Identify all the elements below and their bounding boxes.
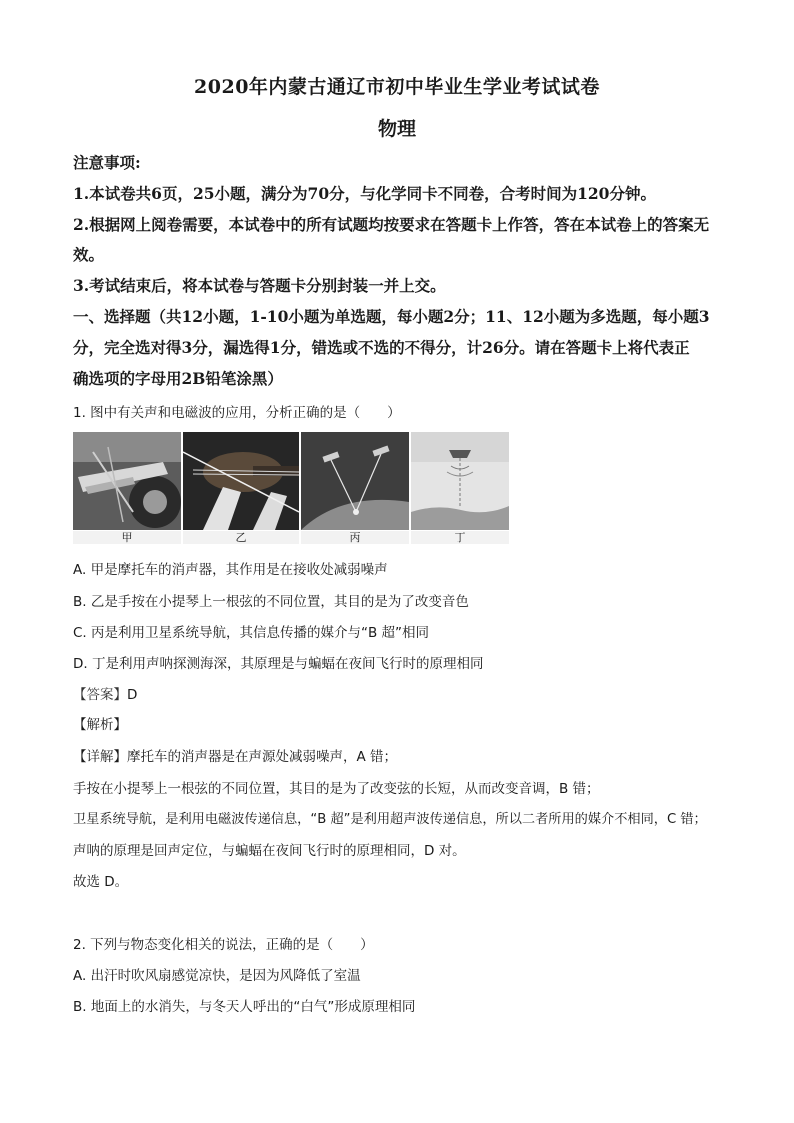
note-item-2: 2.根据网上阅卷需要，本试卷中的所有试题均按要求在答题卡上作答，答在本试卷上的答案无 <box>73 215 710 234</box>
motorcycle-muffler-photo <box>73 432 181 530</box>
analysis-tag: 【解析】 <box>73 717 127 733</box>
detail-tag: 【详解】 <box>73 749 127 765</box>
exam-title: 2020年内蒙古通辽市初中毕业生学业考试试卷 <box>194 76 600 98</box>
section-header-line-3: 确选项的字母用2B铅笔涂黑） <box>73 369 283 388</box>
caption-yi: 乙 <box>183 531 299 544</box>
violin-photo <box>183 432 299 530</box>
caption-ding: 丁 <box>411 531 509 544</box>
notes-heading: 注意事项: <box>73 153 141 172</box>
question-1-stem: 1. 图中有关声和电磁波的应用，分析正确的是（ ） <box>73 405 401 421</box>
detail-line-1 <box>73 745 733 765</box>
detail-line-5: 故选 D。 <box>73 874 129 890</box>
question-1-option-d: D. 丁是利用声呐探测海深，其原理是与蝙蝠在夜间飞行时的原理相同 <box>73 656 484 672</box>
question-1-option-a: A. 甲是摩托车的消声器，其作用是在接收处减弱噪声 <box>73 562 388 578</box>
section-header-line-2: 分，完全选对得3分，漏选得1分，错选或不选的不得分，计26分。请在答题卡上将代表正 <box>73 338 690 357</box>
question-1-option-c: C. 丙是利用卫星系统导航，其信息传播的媒介与“B 超”相同 <box>73 625 430 641</box>
figure-panel-bing <box>301 432 409 530</box>
detail-line-2: 手按在小提琴上一根弦的不同位置，其目的是为了改变弦的长短，从而改变音调，B 错； <box>73 781 600 797</box>
note-item-3: 3.考试结束后，将本试卷与答题卡分别封装一并上交。 <box>73 276 446 295</box>
sonar-ocean-photo <box>411 432 509 530</box>
detail-text-1: 摩托车的消声器是在声源处减弱噪声，A 错； <box>127 749 398 765</box>
satellite-navigation-photo <box>301 432 409 530</box>
figure-panel-jia <box>73 432 181 530</box>
question-1-option-b: B. 乙是手按在小提琴上一根弦的不同位置，其目的是为了改变音色 <box>73 594 469 610</box>
question-2-option-b: B. 地面上的水消失，与冬天人呼出的“白气”形成原理相同 <box>73 999 416 1015</box>
question-2-option-a: A. 出汗时吹风扇感觉凉快，是因为风降低了室温 <box>73 968 361 984</box>
figure-panel-yi <box>183 432 299 530</box>
section-header-line-1: 一、选择题（共12小题，1-10小题为单选题，每小题2分；11、12小题为多选题，每小题3 <box>73 307 710 326</box>
subject-title: 物理 <box>377 118 416 140</box>
question-2-stem: 2. 下列与物态变化相关的说法，正确的是（ ） <box>73 937 374 953</box>
caption-bing: 丙 <box>301 531 409 544</box>
detail-line-3: 卫星系统导航，是利用电磁波传递信息，“B 超”是利用超声波传递信息，所以二者所用的媒介不相同，C 错； <box>73 812 707 827</box>
note-item-2-cont: 效。 <box>73 245 105 264</box>
question-1-figure <box>73 432 509 544</box>
answer-value: D <box>127 687 138 703</box>
caption-jia: 甲 <box>73 531 181 544</box>
detail-line-4: 声呐的原理是回声定位，与蝙蝠在夜间飞行时的原理相同，D 对。 <box>73 843 466 859</box>
answer-tag: 【答案】 <box>73 687 127 703</box>
figure-panel-ding <box>411 432 509 530</box>
note-item-1: 1.本试卷共6页，25小题，满分为70分，与化学同卡不同卷，合考时间为120分钟。 <box>73 184 656 203</box>
answer-line <box>73 683 733 703</box>
